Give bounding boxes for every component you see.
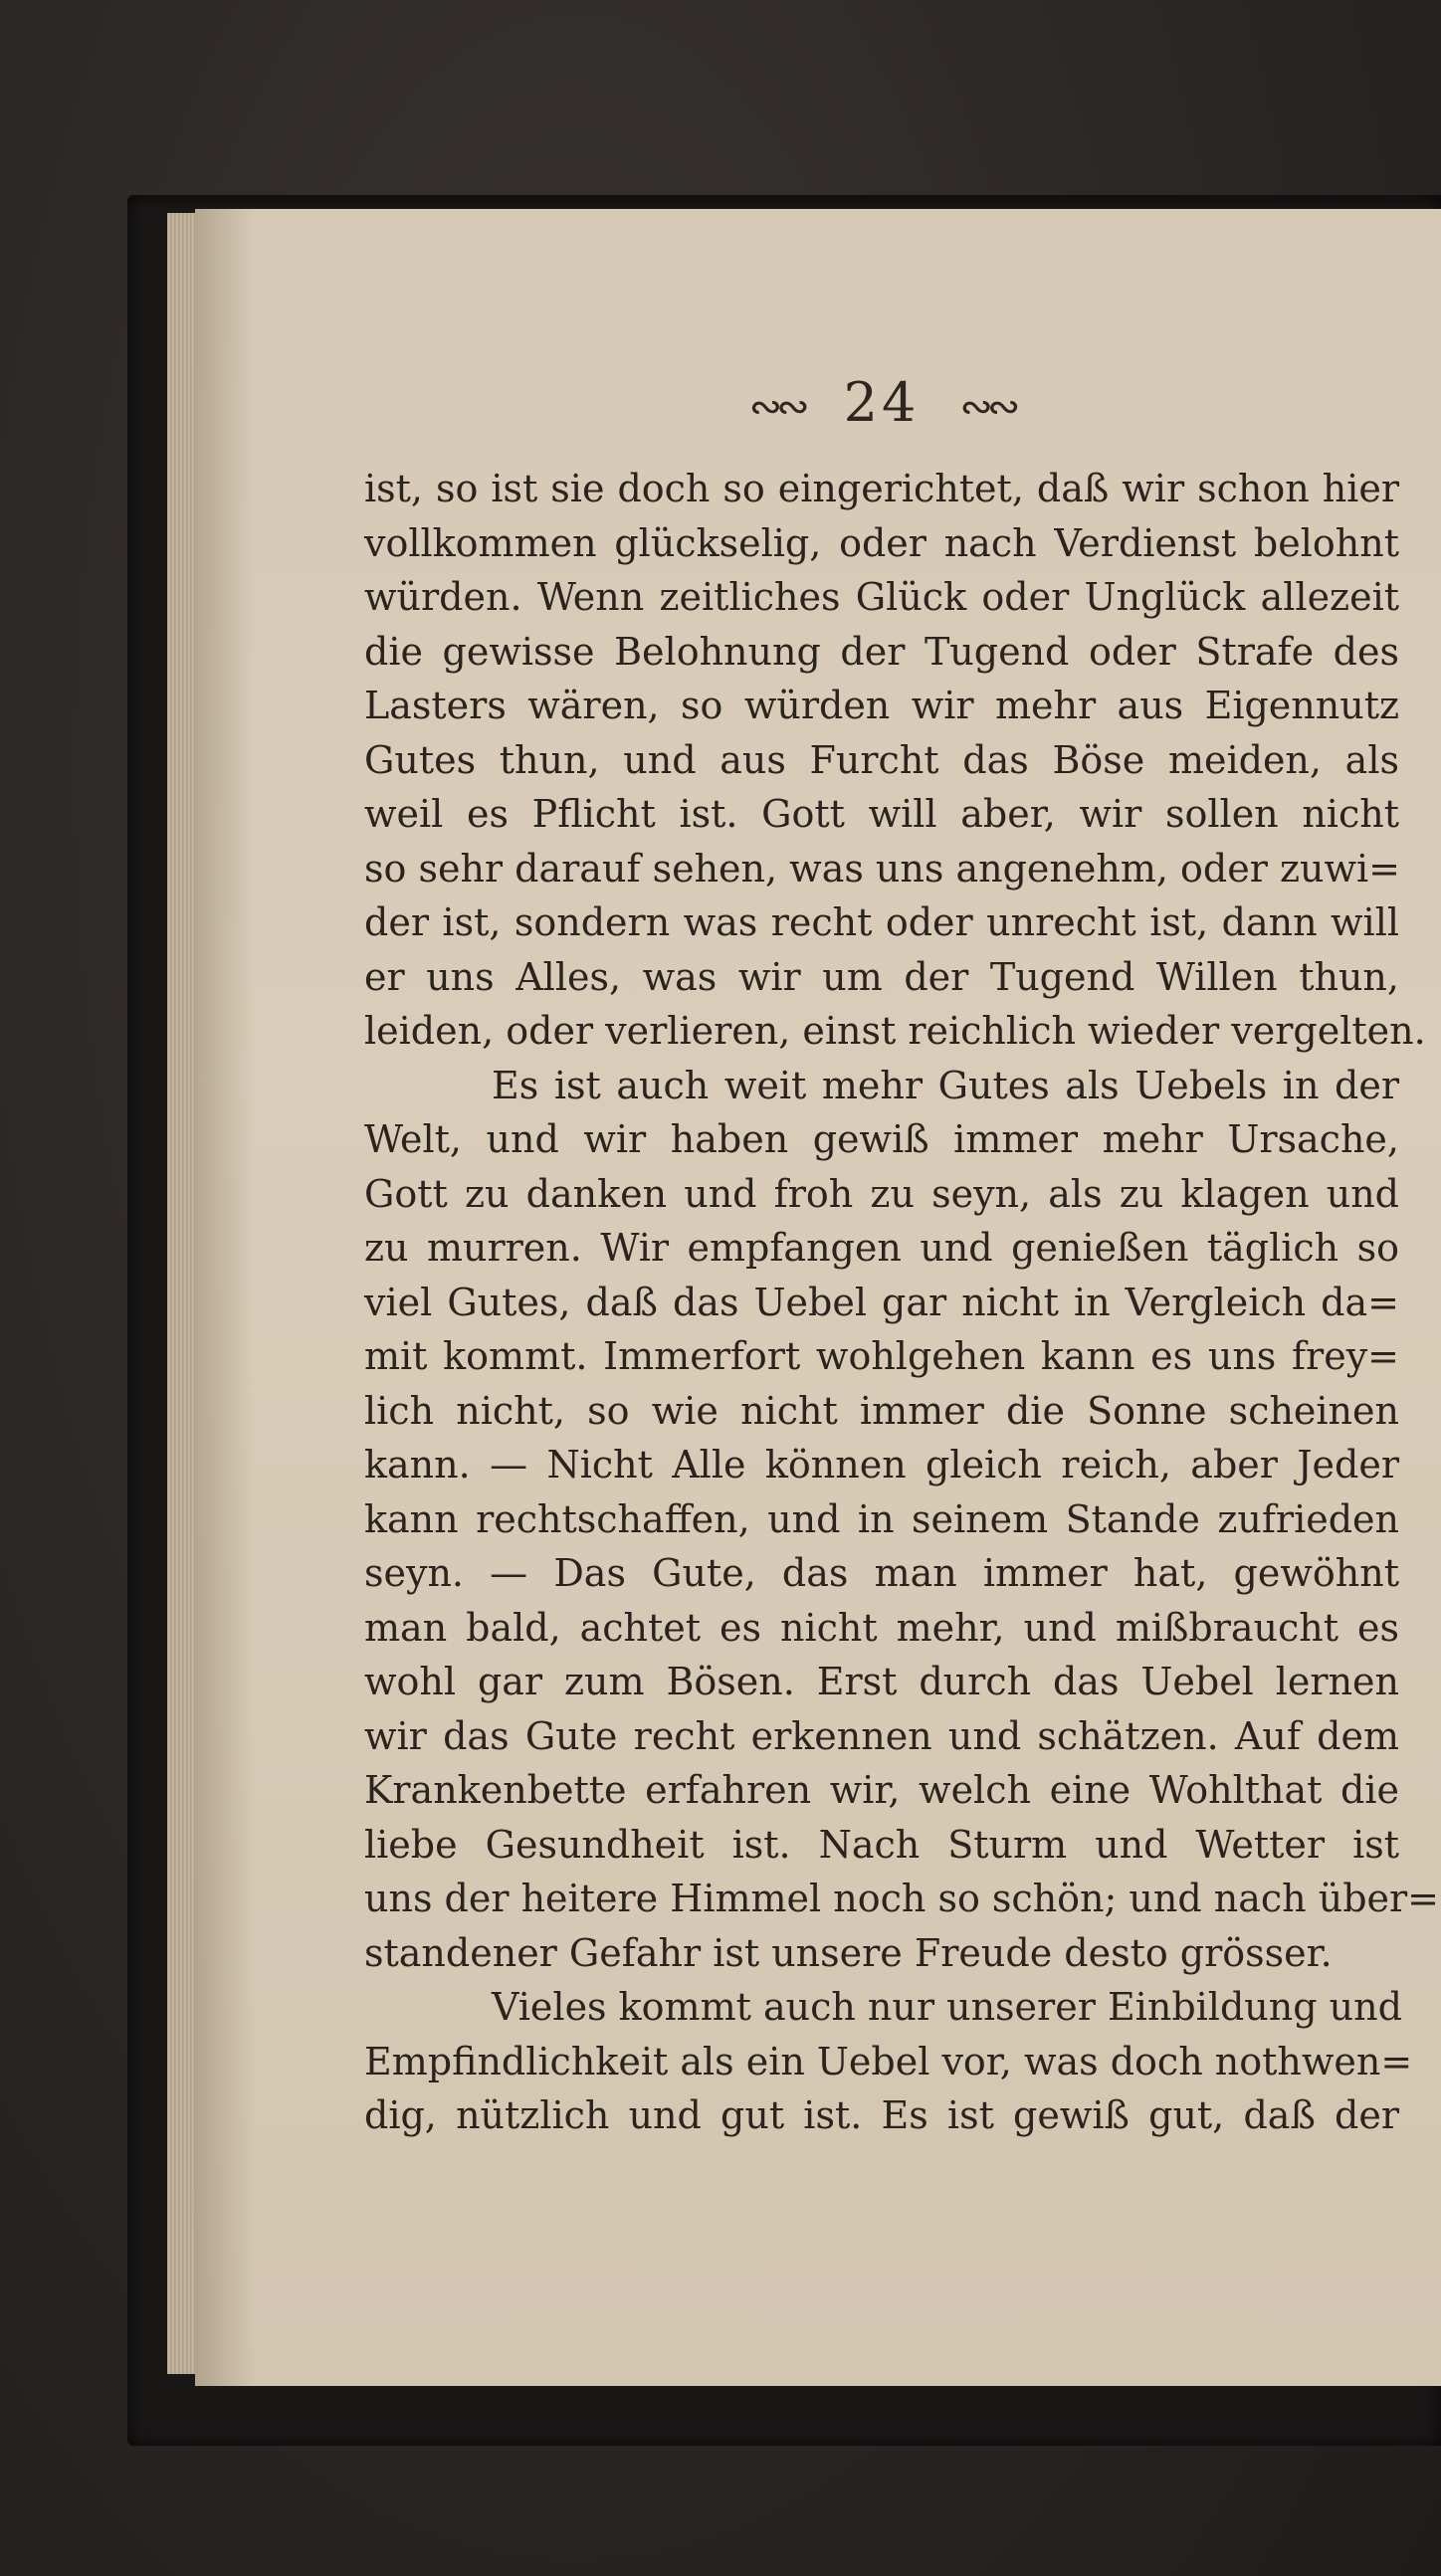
text-line: seyn. — Das Gute, das man immer hat, gewöhnt [364,1551,1399,1595]
text-line: liebe Gesundheit ist. Nach Sturm und Wetter ist [364,1822,1399,1867]
text-line: ist, so ist sie doch so eingerichtet, daß wir schon hier [364,467,1399,510]
text-line: viel Gutes, daß das Uebel gar nicht in Vergleich da= [364,1280,1399,1324]
text-line: die gewisse Belohnung der Tugend oder Strafe des [364,629,1399,674]
page-number: 24 [843,371,921,434]
text-line: uns der heitere Himmel noch so schön; und nach über= [364,1877,1440,1920]
text-line: würden. Wenn zeitliches Glück oder Unglück allezeit [364,575,1399,619]
text-line: Gutes thun, und aus Furcht das Böse meiden, als [364,737,1399,782]
text-line: lich nicht, so wie nicht immer die Sonne scheinen [364,1388,1399,1433]
text-line: Welt, und wir haben gewiß immer mehr Ursache, [364,1117,1399,1161]
text-line: leiden, oder verlieren, einst reichlich wieder vergelten. [364,1009,1426,1053]
ornament-left-icon: ∾∾ [748,384,804,430]
book-page [195,209,1441,2386]
text-line: man bald, achtet es nicht mehr, und mißbraucht es [364,1605,1399,1650]
text-line: zu murren. Wir empfangen und genießen täglich so [364,1226,1399,1270]
text-line: kann rechtschaffen, und in seinem Stande zufrieden [364,1496,1399,1541]
text-line: wohl gar zum Bösen. Erst durch das Uebel lernen [364,1660,1399,1703]
body-text [364,462,1440,2143]
text-line: so sehr darauf sehen, was uns angenehm, oder zuwi= [364,846,1400,891]
text-line: mit kommt. Immerfort wohlgehen kann es uns frey= [364,1334,1399,1378]
text-line: wir das Gute recht erkennen und schätzen. Auf dem [364,1713,1399,1758]
text-line: Vieles kommt auch nur unserer Einbildung und [492,1985,1402,2029]
text-line: Lasters wären, so würden wir mehr aus Eigennutz [364,684,1399,727]
text-line: standener Gefahr ist unsere Freude desto grösser. [364,1930,1333,1975]
text-line: Gott zu danken und froh zu seyn, als zu klagen und [364,1171,1399,1216]
paragraph-2 [364,1059,1440,1981]
text-line: er uns Alles, was wir um der Tugend Willen thun, [364,954,1399,999]
paragraph-1 [364,462,1426,1059]
page-header [364,358,1399,448]
text-line: vollkommen glückselig, oder nach Verdienst belohnt [364,520,1399,565]
text-line: weil es Pflicht ist. Gott will aber, wir sollen nicht [364,792,1399,836]
text-line: Empfindlichkeit als ein Uebel vor, was doch nothwen= [364,2039,1413,2083]
text-line: dig, nützlich und gut ist. Es ist gewiß gut, daß der [364,2093,1399,2137]
page-content [364,358,1440,2143]
paragraph-3 [364,1980,1413,2143]
text-line: kann. — Nicht Alle können gleich reich, aber Jeder [364,1443,1399,1486]
text-line: Es ist auch weit mehr Gutes als Uebels in der [492,1063,1399,1107]
text-line: Krankenbette erfahren wir, welch eine Wohlthat die [364,1768,1399,1812]
text-line: der ist, sondern was recht oder unrecht ist, dann will [364,900,1399,944]
ornament-right-icon: ∾∾ [959,384,1015,430]
